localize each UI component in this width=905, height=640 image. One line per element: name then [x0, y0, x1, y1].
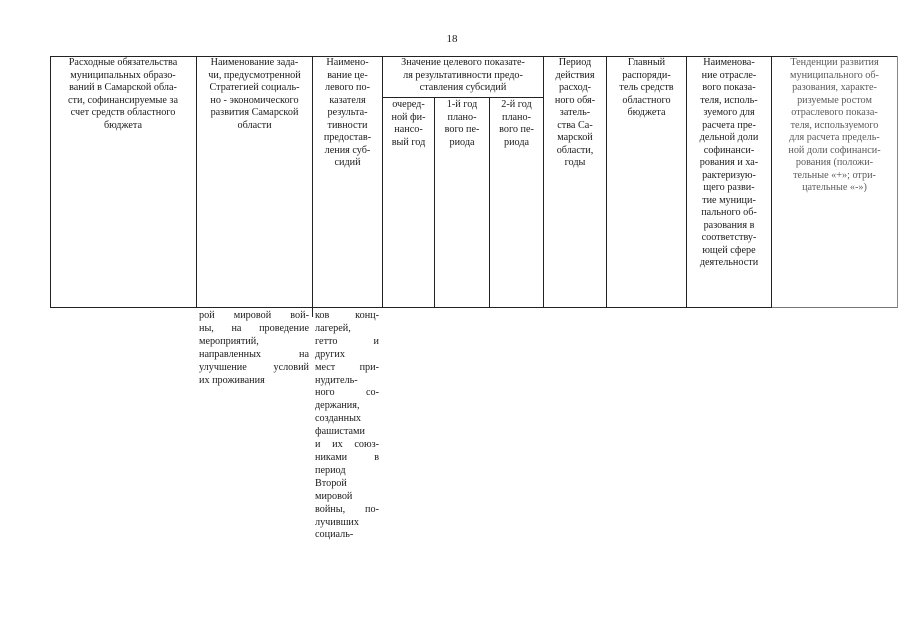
continuation-line — [315, 426, 379, 439]
continuation-word: фашистами — [315, 426, 365, 438]
continuation-word: мест — [315, 361, 336, 373]
continuation-word: конц- — [355, 310, 379, 321]
continuation-word: союз- — [354, 439, 379, 451]
continuation-line — [199, 336, 309, 349]
continuation-word: и — [373, 335, 379, 347]
continuation-line — [315, 491, 379, 504]
continuation-line — [315, 310, 379, 323]
continuation-line — [315, 362, 379, 375]
continuation-word: направленных — [199, 348, 262, 360]
continuation-word: Второй — [315, 477, 347, 489]
continuation-word: войны, — [315, 503, 346, 515]
continuation-line — [315, 465, 379, 478]
header-cell-current-year: очеред- ной фи- нансо- вый год — [391, 99, 426, 148]
continuation-line — [315, 387, 379, 400]
header-cell-indicator-value-group: Значение целевого показате- ля результативности предо- ставления субсидий — [401, 57, 525, 93]
continuation-line — [315, 375, 379, 388]
continuation-line — [315, 452, 379, 465]
continuation-line — [315, 323, 379, 336]
header-cell-indicator: Наимено- вание це- левого по- казателя результа- тивности предостав- ления суб- сидий — [323, 57, 372, 168]
continuation-word: мировой — [315, 490, 353, 502]
continuation-word: на — [299, 348, 309, 360]
continuation-word: и — [315, 439, 321, 451]
continuation-word: мировой — [233, 310, 272, 321]
continuation-line — [199, 375, 309, 388]
continuation-word: созданных — [315, 413, 362, 425]
continuation-line — [199, 349, 309, 362]
continuation-word: нудитель- — [315, 374, 358, 386]
continuation-task-text — [199, 310, 309, 387]
continuation-word: при- — [359, 361, 379, 373]
continuation-line — [315, 517, 379, 530]
continuation-line — [315, 336, 379, 349]
header-cell-task: Наименование зада- чи, предусмотренной Стратегией социаль- но - экономического развития Самарской области — [208, 57, 301, 131]
continuation-word: проведение — [259, 322, 309, 334]
continuation-word: гетто — [315, 335, 338, 347]
page-number: 18 — [446, 33, 458, 45]
continuation-word: ного — [315, 387, 335, 399]
continuation-word: ны, — [199, 322, 214, 334]
continuation-word: вой- — [290, 310, 309, 321]
header-cell-chief-administrator: Главный распоряди- тель средств областного бюджета — [619, 57, 674, 118]
continuation-word: период — [315, 464, 346, 476]
table-bottom-border-faded — [771, 307, 898, 308]
continuation-word: их — [332, 439, 343, 451]
continuation-word: держания, — [315, 400, 360, 412]
continuation-word: со- — [365, 387, 379, 399]
continuation-line — [315, 400, 379, 413]
continuation-word: рой — [199, 310, 215, 321]
header-cell-plan-year-1: 1-й год плано- вого пе- риода — [444, 99, 480, 148]
body-vline-2 — [312, 307, 313, 317]
continuation-word: мероприятий, — [199, 335, 259, 347]
continuation-word: условий — [273, 361, 309, 373]
continuation-word: по- — [365, 503, 379, 515]
continuation-word: улучшение — [199, 361, 247, 373]
header-cell-period: Период действия расход- ного обя- затель- ства Са- марской области, годы — [554, 57, 596, 168]
continuation-line — [315, 349, 379, 362]
continuation-word: никами — [315, 451, 348, 463]
continuation-word: социаль- — [315, 529, 354, 541]
continuation-line — [199, 323, 309, 336]
header-cell-development-trends: Тенденции развития муниципального об- разования, характе- ризуемые ростом отраслевого показа- теля, используемого для расчета предель- ной доли софинанси- рования (положи- тельные «+»; отри- цательные «-») — [788, 57, 881, 193]
subheader-divider — [382, 97, 543, 98]
header-cell-expenditure: Расходные обязательства муниципальных образо- ваний в Самарской обла- сти, софинансируемые за счет средств областного бюджета — [68, 57, 178, 131]
continuation-word: лучивших — [315, 516, 359, 528]
continuation-word: других — [315, 348, 345, 360]
table-bottom-border — [50, 307, 771, 308]
continuation-line — [315, 413, 379, 426]
vline-0 — [50, 56, 51, 308]
continuation-word: в — [374, 451, 379, 463]
continuation-word: лагерей, — [315, 322, 351, 334]
continuation-line — [199, 362, 309, 375]
header-cell-plan-year-2: 2-й год плано- вого пе- риода — [499, 99, 534, 148]
continuation-line — [199, 310, 309, 323]
header-cell-sector-indicator: Наименова- ние отрасле- вого показа- теля, исполь- зуемого для расчета пре- дельной доли софинанси- рования и ха- рактеризую- щего разви- тие муници- пального об- разования в соответству- ющей сфере деятельности — [699, 57, 759, 268]
continuation-line — [315, 439, 379, 452]
continuation-word: ков — [315, 310, 330, 321]
continuation-word: на — [231, 322, 242, 334]
continuation-line — [315, 478, 379, 491]
continuation-line — [315, 504, 379, 517]
continuation-indicator-text — [315, 310, 379, 542]
vline-9 — [897, 56, 898, 308]
continuation-line — [315, 529, 379, 542]
continuation-word: их проживания — [199, 374, 265, 386]
